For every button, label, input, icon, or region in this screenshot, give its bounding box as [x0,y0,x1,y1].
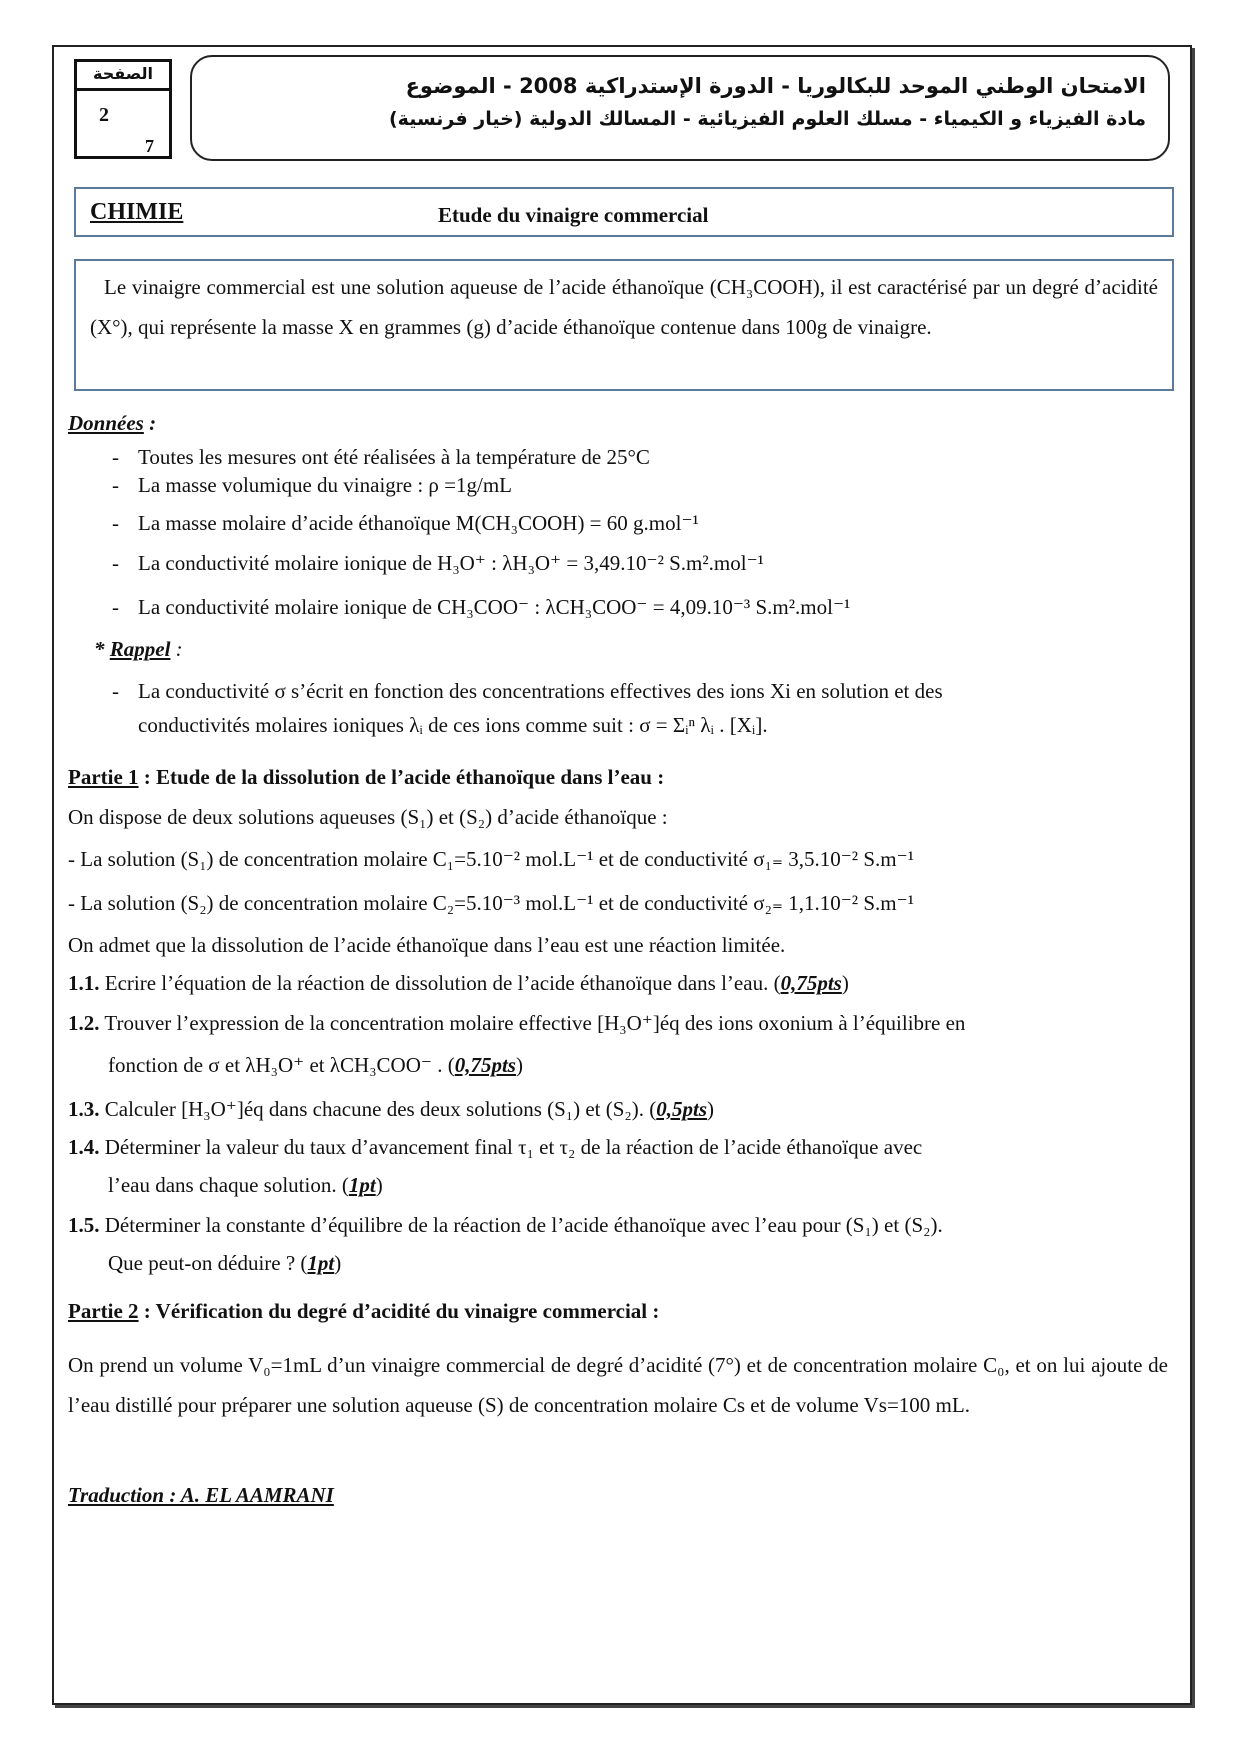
footer-translation: Traduction : A. EL AAMRANI [68,1483,334,1507]
question-1-2-cont: fonction de σ et λH₃O⁺ et λCH₃COO⁻ . (0,75pts) [108,1053,523,1077]
exam-page [52,45,1192,1705]
header-line-2: مادة الفيزياء و الكيمياء - مسلك العلوم الفيزيائية - المسالك الدولية (خيار فرنسية) [388,108,1146,130]
question-1-1: 1.1. Ecrire l’équation de la réaction de dissolution de l’acide éthanoïque dans l’eau. (0,75pts) [68,971,849,995]
donnees-item: - La conductivité molaire ionique de CH₃COO⁻ : λCH₃COO⁻ = 4,09.10⁻³ S.m².mol⁻¹ [112,595,851,619]
partie1-line: - La solution (S₂) de concentration molaire C₂=5.10⁻³ mol.L⁻¹ et de conductivité σ₂₌ 1,1.10⁻² S.m⁻¹ [68,891,914,915]
rappel-line-2: conductivités molaires ioniques λᵢ de ces ions comme suit : σ = Σᵢⁿ λᵢ . [Xᵢ]. [138,713,768,737]
question-1-4: 1.4. Déterminer la valeur du taux d’avancement final τ₁ et τ₂ de la réaction de l’acide éthanoïque avec [68,1135,923,1159]
partie1-line: - La solution (S₁) de concentration molaire C₁=5.10⁻² mol.L⁻¹ et de conductivité σ₁₌ 3,5.10⁻² S.m⁻¹ [68,847,914,871]
page-total: 7 [145,136,154,156]
partie1-line: On admet que la dissolution de l’acide éthanoïque dans l’eau est une réaction limitée. [68,933,786,957]
topic-title: Etude du vinaigre commercial [438,203,709,227]
subject-title: CHIMIE [90,199,184,225]
question-1-3: 1.3. Calculer [H₃O⁺]éq dans chacune des deux solutions (S₁) et (S₂). (0,5pts) [68,1097,715,1121]
donnees-heading: Données : [68,411,157,435]
partie1-line: On dispose de deux solutions aqueuses (S₁) et (S₂) d’acide éthanoïque : [68,805,668,829]
donnees-item: - La masse volumique du vinaigre : ρ =1g/mL [112,473,513,497]
donnees-item: - La masse molaire d’acide éthanoïque M(CH₃COOH) = 60 g.mol⁻¹ [112,511,699,535]
page-number: 2 [99,104,109,126]
page-label: الصفحة [77,62,169,91]
question-1-5: 1.5. Déterminer la constante d’équilibre de la réaction de l’acide éthanoïque avec l’eau pour (S₁) et (S₂). [68,1213,943,1237]
exam-header [190,55,1170,161]
intro-paragraph: Le vinaigre commercial est une solution aqueuse de l’acide éthanoïque (CH₃COOH), il est caractérisé par un degré d’acidité (X°), qui représente la masse X en grammes (g) d’acide éthanoïque contenue dans 100g de vinaigre. [74,259,1174,391]
section-title-bar [74,187,1174,237]
rappel-line-1: - La conductivité σ s’écrit en fonction des concentrations effectives des ions Xi en solution et des [112,679,943,703]
question-1-4-cont: l’eau dans chaque solution. (1pt) [108,1173,383,1197]
page-number-box [74,59,172,159]
donnees-item: - Toutes les mesures ont été réalisées à la température de 25°C [112,445,650,469]
header-line-1: الامتحان الوطني الموحد للبكالوريا - الدورة الإستدراكية 2008 - الموضوع [405,74,1146,98]
partie2-heading: Partie 2 : Vérification du degré d’acidité du vinaigre commercial : [68,1299,660,1323]
donnees-item: - La conductivité molaire ionique de H₃O⁺ : λH₃O⁺ = 3,49.10⁻² S.m².mol⁻¹ [112,551,764,575]
partie2-paragraph: On prend un volume V₀=1mL d’un vinaigre commercial de degré d’acidité (7°) et de concentration molaire C₀, et on lui ajoute de l’eau distillé pour préparer une solution aqueuse (S) de concentration molaire Cs et de volume Vs=100 mL. [68,1353,1168,1417]
question-1-5-cont: Que peut-on déduire ? (1pt) [108,1251,342,1275]
partie1-heading: Partie 1 : Etude de la dissolution de l’acide éthanoïque dans l’eau : [68,765,665,789]
rappel-heading: * Rappel : [94,637,183,661]
question-1-2: 1.2. Trouver l’expression de la concentration molaire effective [H₃O⁺]éq des ions oxonium à l’équilibre en [68,1011,966,1035]
